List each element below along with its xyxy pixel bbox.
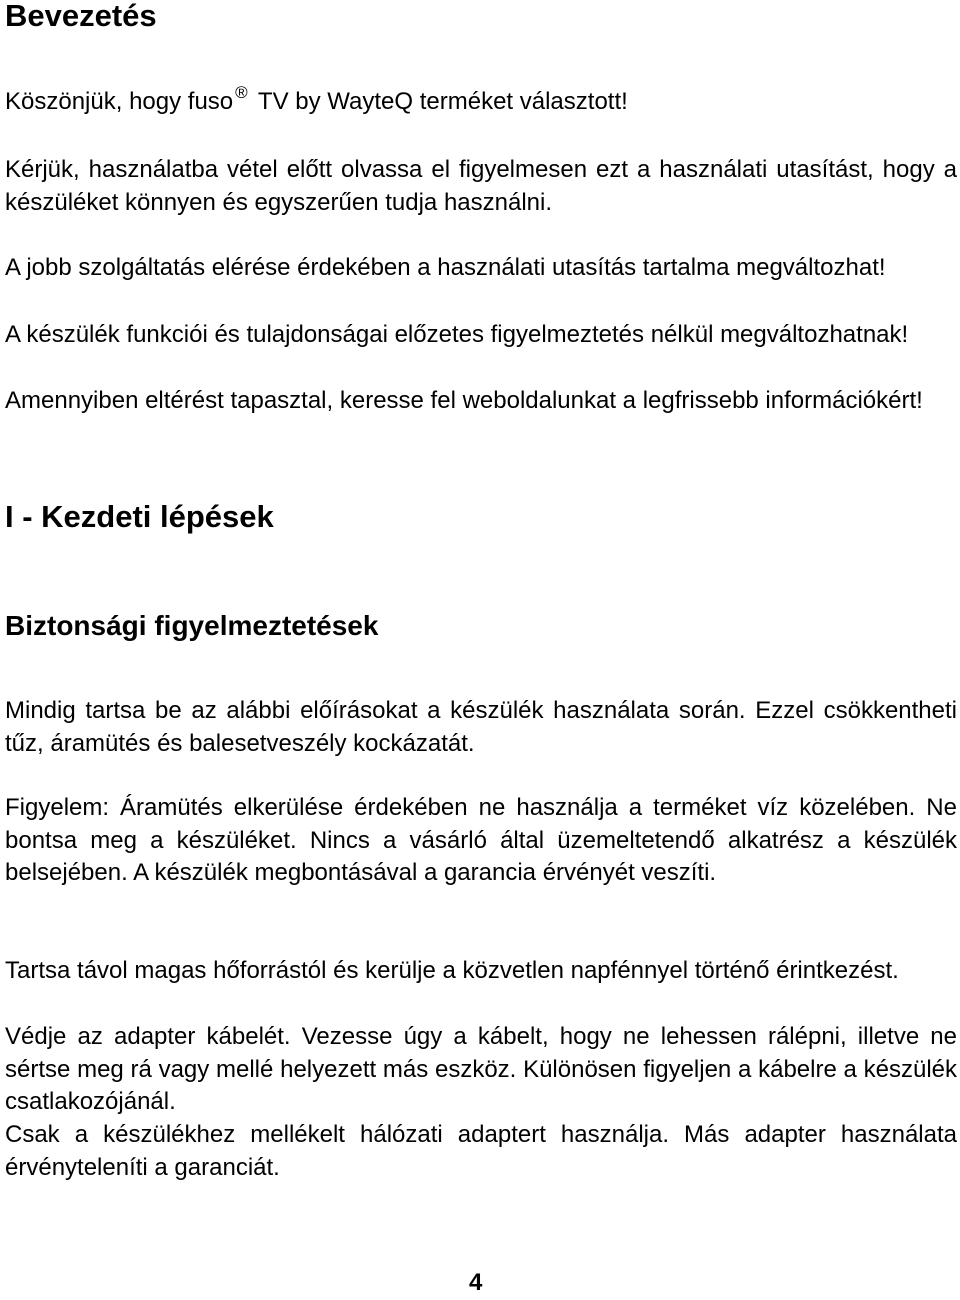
registered-mark: ® [235,83,248,102]
subsection-heading: Biztonsági figyelmeztetések [5,610,379,641]
section-heading: I - Kezdeti lépések [5,499,274,534]
safety-paragraph-heat: Tartsa távol magas hőforrástól és kerülje a közvetlen napfénnyel történő érintkezést. [5,957,899,984]
thank-you-text-end: TV by WayteQ terméket választott! [251,88,628,115]
safety-paragraph-adapter: Csak a készülékhez mellékelt hálózati adaptert használja. Más adapter használata érvényteleníti a garanciát. [5,1121,957,1181]
page-number: 4 [469,1269,483,1296]
notice-website: Amennyiben eltérést tapasztal, keresse fel weboldalunkat a legfrissebb információkért! [5,387,923,414]
thank-you-line [5,83,957,119]
notice-content-change: A jobb szolgáltatás elérése érdekében a használati utasítás tartalma megváltozhat! [5,254,886,281]
safety-paragraph-cable: Védje az adapter kábelét. Vezesse úgy a kábelt, hogy ne lehessen rálépni, illetve ne sértse meg rá vagy mellé helyezett más eszköz. Különösen figyeljen a kábelre a készülék csatlakozójánál. [5,1023,957,1115]
safety-paragraph-electric-shock: Figyelem: Áramütés elkerülése érdekében ne használja a terméket víz közelében. Ne bontsa meg a készüléket. Nincs a vásárló által üzemeltetendő alkatrész a készülék belsejében. A készülék megbontásával a garancia érvényét veszíti. [5,794,957,886]
intro-paragraph: Kérjük, használatba vétel előtt olvassa el figyelmesen ezt a használati utasítást, hogy a készüléket könnyen és egyszerűen tudja használni. [5,156,957,216]
notice-features-change: A készülék funkciói és tulajdonságai előzetes figyelmeztetés nélkül megváltozhatnak! [5,321,909,348]
page-title: Bevezetés [5,0,157,33]
safety-paragraph-general: Mindig tartsa be az alábbi előírásokat a készülék használata során. Ezzel csökkentheti tűz, áramütés és balesetveszély kockázatát. [5,697,957,757]
thank-you-text: Köszönjük, hogy fuso [5,88,234,115]
